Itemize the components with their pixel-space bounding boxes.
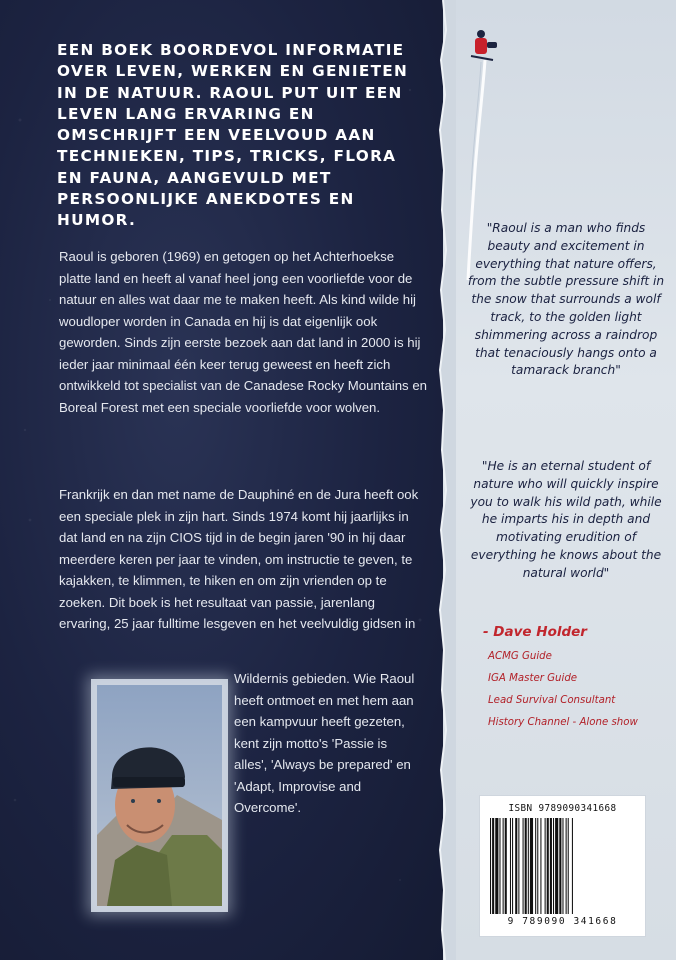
barcode-bar (547, 818, 549, 914)
barcode-bar (499, 818, 500, 914)
barcode-bar (572, 818, 573, 914)
barcode-bar (535, 818, 536, 914)
barcode-bar (495, 818, 498, 914)
headline-blurb: EEN BOEK BOORDEVOL INFORMATIE OVER LEVEN, WERKEN EN GENIETEN IN DE NATUUR. RAOUL PUT UIT EEN LEVEN LANG ERVARING EN OMSCHRIJFT EEN VEELVOUD AAN TECHNIEKEN, TIPS, TRICKS, FLORA EN FAUNA, AANGEVULD MET PERSOONLIJKE ANEKDOTES EN HUMOR. (57, 41, 409, 230)
barcode-bars (488, 818, 638, 914)
barcode-bar (490, 818, 491, 914)
barcode-bar (545, 818, 546, 914)
barcode-bar (559, 818, 561, 914)
endorsement-quote-2: "He is an eternal student of nature who will quickly inspire you to walk his wild path, while he imparts his in depth and motivating erudition of everything he knows about the natural world" (470, 459, 662, 580)
bio-paragraph-2: Frankrijk en dan met name de Dauphiné en de Jura heeft ook een speciale plek in zijn hart. Sinds 1974 komt hij jaarlijks in dat land en na zijn CIOS tijd in de begin jaren '90 in hij daar meerdere keren per jaar te vinden, om instructie te geven, te kajakken, te klimmen, te hiken en om zijn vrienden op te zoeken. Dit boek is het resultaat van passie, jarenlang ervaring, 25 jaar fulltime lesgeven en het veelvuldig gidsen in (59, 487, 419, 631)
credential-item: History Channel - Alone show (488, 717, 638, 728)
barcode-bar (492, 818, 494, 914)
barcode-bar (530, 818, 533, 914)
skier-icon (471, 30, 497, 60)
isbn-barcode (479, 795, 646, 937)
endorser-credentials (488, 646, 638, 734)
barcode-bar (512, 818, 513, 914)
portrait-illustration (97, 685, 222, 906)
endorser-name: - Dave Holder (483, 624, 587, 640)
credential-item: Lead Survival Consultant (488, 695, 616, 706)
barcode-bar (523, 818, 524, 914)
credential-item: ACMG Guide (488, 651, 552, 662)
barcode-bar (553, 818, 554, 914)
barcode-bar (562, 818, 563, 914)
author-photo (97, 685, 222, 906)
barcode-bar (518, 818, 519, 914)
barcode-bar (528, 818, 529, 914)
barcode-bar (503, 818, 504, 914)
barcode-bar (540, 818, 541, 914)
barcode-bar (568, 818, 569, 914)
isbn-digits: 9 789090 341668 (507, 916, 618, 927)
barcode-bar (566, 818, 567, 914)
bio-paragraph-3: Wildernis gebieden. Wie Raoul heeft ontmoet en met hem aan een kampvuur heeft gezeten, kent zijn motto's 'Passie is alles', 'Always be prepared' en 'Adapt, Improvise and Overcome'. (234, 671, 415, 815)
barcode-bar (555, 818, 558, 914)
barcode-bar (537, 818, 538, 914)
torn-paper-edge (432, 0, 456, 960)
barcode-bar (505, 818, 507, 914)
barcode-bar (525, 818, 527, 914)
bio-paragraph-1: Raoul is geboren (1969) en getogen op het Achterhoekse platte land en heeft al vanaf heel jong een voorliefde voor de natuur en alles wat daar me te maken heeft. Als kind wilde hij woudloper worden in Canada en hij is dat eigenlijk ook geworden. Sinds zijn eerste bezoek aan dat land in 2000 is hij ieder jaar minimaal één keer terug geweest en heeft zich ontwikkeld tot specialist van de Canadese Rocky Mountains en Boreal Forest met een speciale voorliefde voor wolven. (59, 249, 427, 415)
barcode-bar (515, 818, 517, 914)
barcode-bar (550, 818, 552, 914)
endorsement-quote-1: "Raoul is a man who finds beauty and excitement in everything that nature offers, from the subtle pressure shift in the snow that surrounds a wolf track, to the golden light shimmering across a raindrop that tenaciously hangs onto a tamarack branch" (467, 221, 665, 378)
credential-item: IGA Master Guide (488, 673, 578, 684)
barcode-bar (510, 818, 511, 914)
isbn-label: ISBN 9789090341668 (508, 803, 617, 814)
